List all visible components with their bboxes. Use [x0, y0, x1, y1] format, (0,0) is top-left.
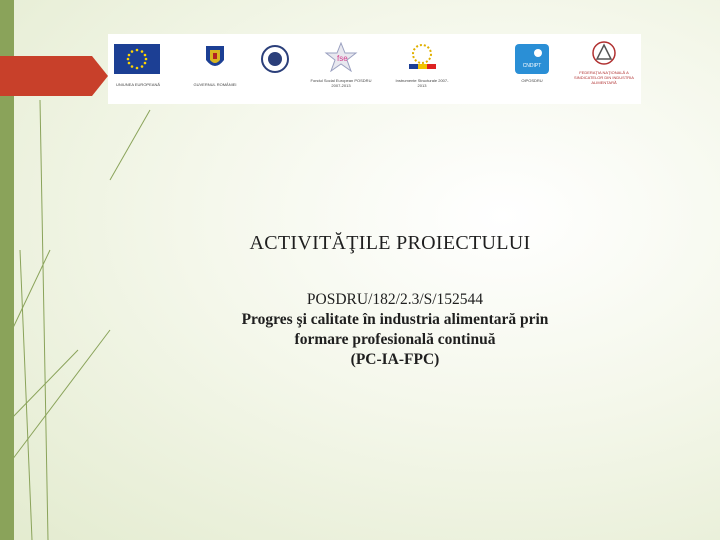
- cndipt-logo: [510, 40, 554, 100]
- project-code: POSDRU/182/2.3/S/152544: [306, 291, 484, 308]
- cndipt-icon: [515, 44, 549, 74]
- romania-caption: GUVERNUL ROMÂNIEI: [193, 82, 237, 87]
- cndipt-caption: OIPOSDRU: [521, 78, 543, 83]
- project-name-line-2: formare profesională continuă: [294, 331, 496, 348]
- structural-instruments-icon: [404, 42, 440, 72]
- svg-text:fse: fse: [337, 54, 348, 63]
- project-acronym: (PC-IA-FPC): [350, 351, 440, 368]
- fse-star-icon: [324, 42, 358, 72]
- project-name-line-1: Progres şi calitate în industria alimentară prin: [241, 311, 549, 328]
- ministry-seal-logo: [258, 40, 292, 100]
- fse-caption: Fondul Social European POSDRU 2007-2013: [310, 78, 372, 88]
- structural-instruments-logo: [392, 40, 452, 100]
- project-info: [190, 290, 600, 370]
- fse-logo: [306, 40, 376, 100]
- federation-emblem-icon: [589, 40, 619, 66]
- eu-caption: UNIUNEA EUROPEANĂ: [115, 82, 160, 87]
- logo-strip: [108, 34, 641, 104]
- federation-caption: FEDERAŢIA NAŢIONALĂ A SINDICATELOR DIN INDUSTRIA ALIMENTARĂ: [574, 70, 634, 85]
- structural-instruments-caption: Instrumente Structurale 2007-2013: [395, 78, 449, 88]
- coat-of-arms-icon: [204, 42, 226, 72]
- eu-flag-icon: [114, 44, 160, 74]
- slide-title: ACTIVITĂŢILE PROIECTULUI: [249, 232, 531, 254]
- cndipt-label: CNDIPT: [522, 63, 542, 69]
- eu-logo: [108, 40, 168, 100]
- arrow-marker: [0, 56, 108, 96]
- federation-logo: [570, 40, 638, 100]
- romania-coat-of-arms-logo: [190, 40, 240, 100]
- seal-icon: [260, 44, 290, 74]
